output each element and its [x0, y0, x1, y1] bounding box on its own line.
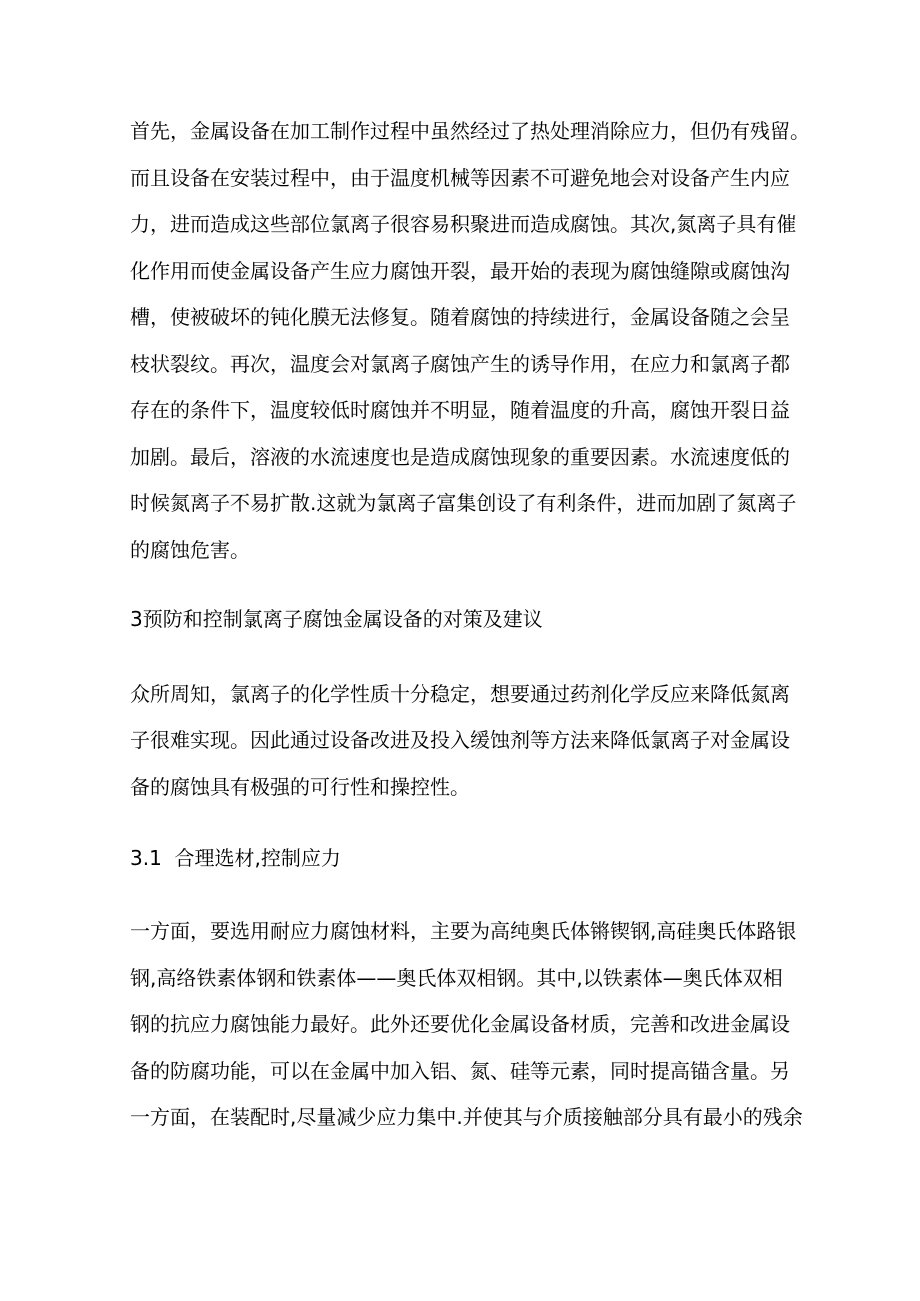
- text-line: 化作用而使金属设备产生应力腐蚀开裂，最开始的表现为腐蚀缝隙或腐蚀沟: [130, 259, 790, 283]
- text-line: 加剧。最后，溶液的水流速度也是造成腐蚀现象的重要因素。水流速度低的: [130, 445, 790, 469]
- text-line: 力，进而造成这些部位氯离子很容易积聚进而造成腐蚀。其次,氮离子具有催: [130, 212, 797, 236]
- text-line: 的腐蚀危害。: [130, 538, 250, 562]
- text-line: 备的防腐功能，可以在金属中加入铝、氮、硅等元素，同时提高锚含量。另: [130, 1059, 790, 1083]
- text-line: 众所周知，氯离子的化学性质十分稳定，想要通过药剂化学反应来降低氮离: [130, 682, 790, 706]
- text-line: 子很难实现。因此通过设备改进及投入缓蚀剂等方法来降低氯离子对金属设: [130, 728, 790, 752]
- text-line: 一方面，在装配时,尽量减少应力集中.并使其与介质接触部分具有最小的残余: [130, 1105, 803, 1129]
- text-line: 时候氮离子不易扩散.这就为氯离子富集创设了有利条件，进而加剧了氮离子: [130, 491, 797, 515]
- text-line: 钢的抗应力腐蚀能力最好。此外还要优化金属设备材质，完善和改进金属设: [130, 1012, 790, 1036]
- section-heading: 3预防和控制氯离子腐蚀金属设备的对策及建议: [130, 607, 543, 631]
- text-line: 存在的条件下，温度较低时腐蚀并不明显，随着温度的升高，腐蚀开裂日益: [130, 398, 790, 422]
- text-line: 备的腐蚀具有极强的可行性和操控性。: [130, 775, 470, 799]
- text-line: 槽，使被破坏的钝化膜无法修复。随着腐蚀的持续进行，金属设备随之会呈: [130, 305, 790, 329]
- text-line: 而且设备在安装过程中，由于温度机械等因素不可避免地会对设备产生内应: [130, 166, 790, 190]
- text-line: 首先，金属设备在加工制作过程中虽然经过了热处理消除应力，但仍有残留。: [130, 119, 810, 143]
- text-line: 钢,高络铁素体钢和铁素体——奥氏体双相钢。其中,以铁素体—奥氏体双相: [130, 966, 783, 990]
- text-line: 一方面，要选用耐应力腐蚀材料，主要为高纯奥氏体锵锲钢,高硅奥氏体路银: [130, 919, 797, 943]
- subsection-heading: 3.1 合理选材,控制应力: [130, 846, 341, 870]
- text-line: 枝状裂纹。再次，温度会对氯离子腐蚀产生的诱导作用，在应力和氯离子都: [130, 352, 790, 376]
